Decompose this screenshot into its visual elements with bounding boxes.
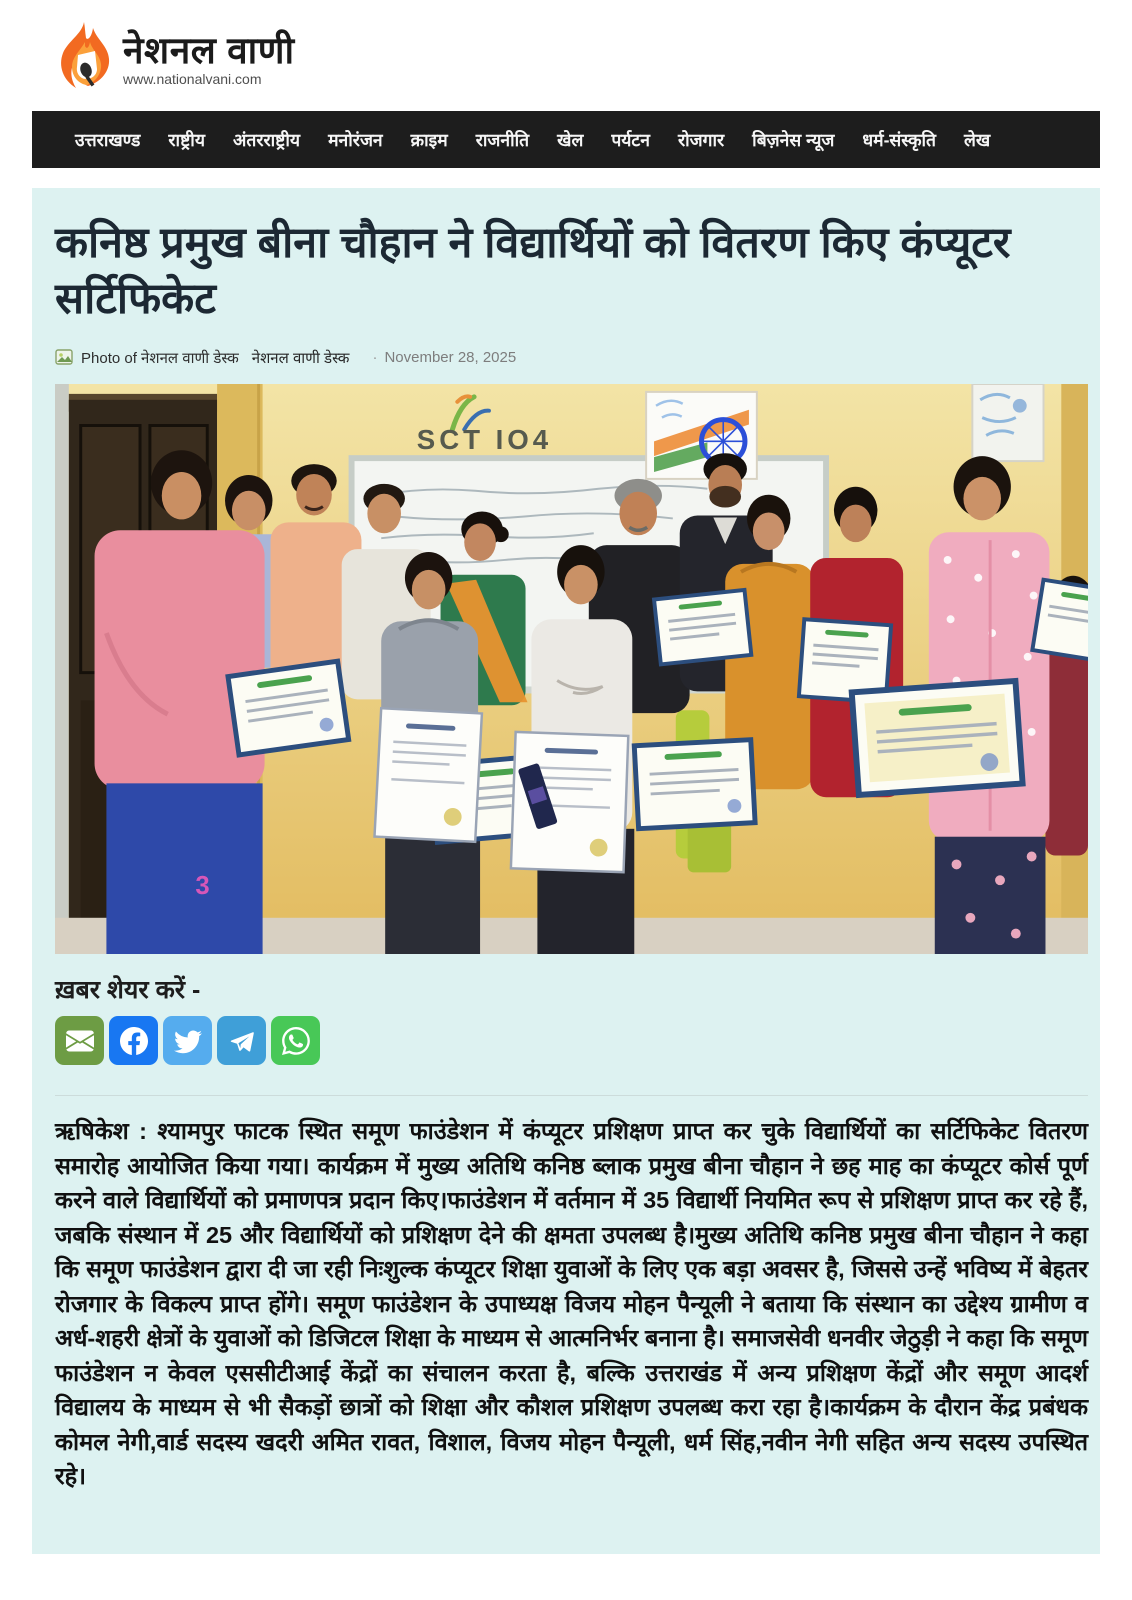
article-body: ऋषिकेश : श्यामपुर फाटक स्थित समूण फाउंडेशन में कंप्यूटर प्रशिक्षण प्राप्त कर चुके विद्यार्थियों का सर्टिफिकेट वितरण समारोह आयोजित किया गया। कार्यक्रम में मुख्य अतिथि कनिष्ठ ब्लाक प्रमुख बीना चौहान ने छह माह का कंप्यूटर कोर्स पूर्ण करने वाले विद्यार्थियों को प्रमाणपत्र प्रदान किए।फाउंडेशन में वर्तमान में 35 विद्यार्थी नियमित रूप से प्रशिक्षण प्राप्त कर रहे हैं, जबकि संस्थान में 25 और विद्यार्थियों को प्रशिक्षण देने की क्षमता उपलब्ध है।मुख्य अतिथि कनिष्ठ प्रमुख बीना चौहान ने कहा कि समूण फाउंडेशन द्वारा दी जा रही निःशुल्क कंप्यूटर शिक्षा युवाओं के लिए एक बड़ा अवसर है, जिससे उन्हें भविष्य में बेहतर रोजगार के विकल्प प्राप्त होंगे। समूण फाउंडेशन के उपाध्यक्ष विजय मोहन पैन्यूली ने बताया कि संस्थान का उद्देश्य ग्रामीण व अर्ध-शहरी क्षेत्रों के युवाओं को डिजिटल शिक्षा के माध्यम से आत्मनिर्भर बनाना है। समाजसेवी धनवीर जेठुड़ी ने कहा कि समूण फाउंडेशन न केवल एससीटीआई केंद्रों का संचालन करता है, बल्कि उत्तराखंड में अन्य प्रशिक्षण केंद्रों और समूण आदर्श विद्यालय के माध्यम से भी सैकड़ों छात्रों को शिक्षा और कौशल प्रशिक्षण उपलब्ध करा रहा है।कार्यक्रम के दौरान केंद्र प्रबंधक कोमल नेगी,वार्ड सदस्य खदरी अमित रावत, विशाल, विजय मोहन पैन्यूली, धर्म सिंह,नवीन नेगी सहित अन्य सदस्य उपस्थित रहे।: [55, 1118, 1088, 1490]
nav-item-religion-culture[interactable]: धर्म-संस्कृति: [862, 129, 937, 150]
content-divider: [55, 1095, 1088, 1096]
author-link[interactable]: नेशनल वाणी डेस्क: [251, 349, 350, 367]
article-photo: [55, 384, 1088, 954]
nav-item-politics[interactable]: राजनीति: [475, 129, 530, 150]
photo-illustration: [55, 384, 1088, 954]
nav-item-national[interactable]: राष्ट्रीय: [168, 129, 205, 150]
author-photo-alt: Photo of नेशनल वाणी डेस्क: [81, 349, 239, 367]
nav-item-business-news[interactable]: बिज़नेस न्यूज: [752, 129, 835, 150]
email-icon: [66, 1027, 94, 1055]
publish-date: November 28, 2025: [384, 349, 517, 367]
site-logo[interactable]: [55, 20, 295, 99]
nav-item-entertainment[interactable]: मनोरंजन: [328, 129, 383, 150]
nav-item-international[interactable]: अंतरराष्ट्रीय: [232, 129, 301, 150]
share-email-button[interactable]: [55, 1016, 104, 1065]
article-byline: [55, 348, 1088, 368]
nav-item-crime[interactable]: क्राइम: [410, 129, 448, 150]
share-label: ख़बर शेयर करें -: [55, 976, 201, 1005]
main-nav: [32, 111, 1100, 168]
board-text: SCT IO4: [416, 424, 553, 456]
share-telegram-button[interactable]: [217, 1016, 266, 1065]
brand-name: नेशनल वाणी: [123, 29, 295, 71]
brand-url: www.nationalvani.com: [123, 71, 262, 88]
facebook-icon: [120, 1027, 148, 1055]
article-title: कनिष्ठ प्रमुख बीना चौहान ने विद्यार्थियों को वितरण किए कंप्यूटर सर्टिफिकेट: [55, 219, 1011, 323]
twitter-icon: [174, 1027, 202, 1055]
byline-separator: ·: [372, 349, 378, 367]
telegram-icon: [228, 1027, 256, 1055]
nav-item-uttarakhand[interactable]: उत्तराखण्ड: [75, 129, 141, 150]
share-whatsapp-button[interactable]: [271, 1016, 320, 1065]
nav-item-articles[interactable]: लेख: [964, 129, 991, 150]
share-facebook-button[interactable]: [109, 1016, 158, 1065]
nav-item-sports[interactable]: खेल: [557, 129, 584, 150]
nav-item-tourism[interactable]: पर्यटन: [611, 129, 650, 150]
article-container: [32, 188, 1100, 1554]
broken-image-icon: [55, 349, 74, 366]
svg-text:3: 3: [195, 871, 210, 900]
share-twitter-button[interactable]: [163, 1016, 212, 1065]
nav-item-jobs[interactable]: रोजगार: [677, 129, 725, 150]
whatsapp-icon: [282, 1027, 310, 1055]
site-header: [0, 0, 1132, 111]
share-buttons: [55, 1016, 1088, 1065]
flame-logo-icon: [55, 20, 113, 99]
